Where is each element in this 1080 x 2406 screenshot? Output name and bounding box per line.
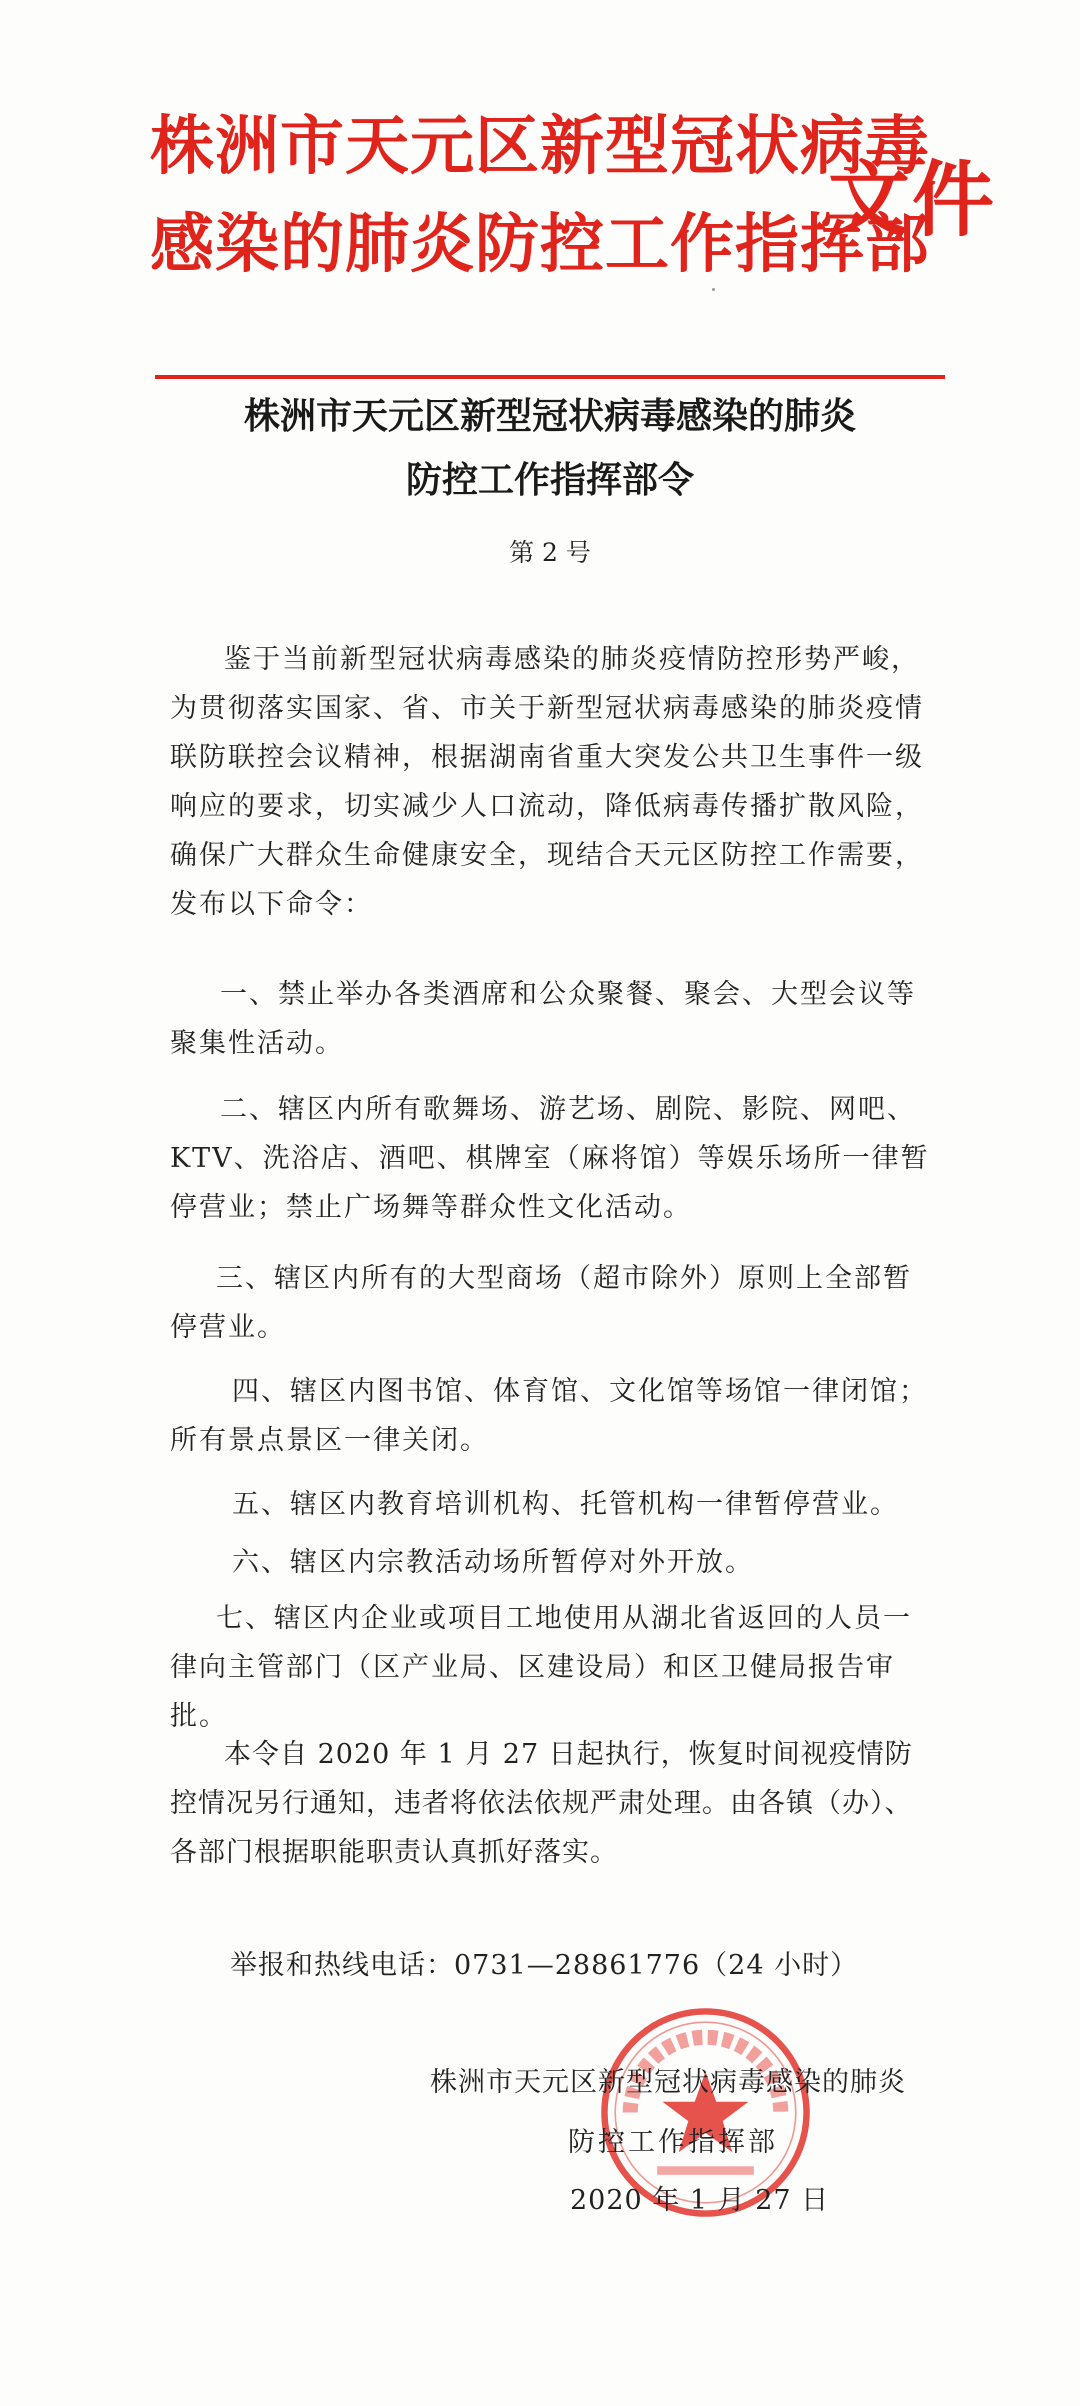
red-masthead <box>150 95 997 295</box>
order-title-line-2: 防控工作指挥部令 <box>405 459 694 501</box>
red-divider-rule <box>155 375 945 379</box>
order-item-7: 七、辖区内企业或项目工地使用从湖北省返回的人员一律向主管部门（区产业局、区建设局）和区卫健局报告审批。 <box>170 1603 912 1732</box>
order-title-line-1: 株洲市天元区新型冠状病毒感染的肺炎 <box>243 395 856 437</box>
signature-org-line-1: 株洲市天元区新型冠状病毒感染的肺炎 <box>430 2067 906 2098</box>
hotline-text: 举报和热线电话：0731—28861776（24 小时） <box>230 1950 859 1981</box>
execution-paragraph: 本令自 2020 年 1 月 27 日起执行，恢复时间视疫情防控情况另行通知，违者将依法依规严肃处理。由各镇（办）、各部门根据职能职责认真抓好落实。 <box>170 1739 913 1868</box>
order-item-1: 一、禁止举办各类酒席和公众聚餐、聚会、大型会议等聚集性活动。 <box>170 979 916 1059</box>
signature-date: 2020 年 1 月 27 日 <box>570 2185 830 2216</box>
order-item-6: 六、辖区内宗教活动场所暂停对外开放。 <box>232 1547 754 1578</box>
scan-speck <box>712 288 715 291</box>
order-item-4: 四、辖区内图书馆、体育馆、文化馆等场馆一律闭馆；所有景点景区一律关闭。 <box>170 1376 928 1456</box>
masthead-line-1: 株洲市天元区新型冠状病毒 <box>150 109 930 184</box>
signature-org-line-2: 防控工作指挥部 <box>568 2127 778 2158</box>
order-item-5: 五、辖区内教育培训机构、托管机构一律暂停营业。 <box>232 1489 899 1520</box>
intro-paragraph: 鉴于当前新型冠状病毒感染的肺炎疫情防控形势严峻，为贯彻落实国家、省、市关于新型冠状病毒感染的肺炎疫情联防联控会议精神，根据湖南省重大突发公共卫生事件一级响应的要求，切实减少人口流动，降低病毒传播扩散风险，确保广大群众生命健康安全，现结合天元区防控工作需要，发布以下命令： <box>170 644 924 920</box>
order-item-2: 二、辖区内所有歌舞场、游艺场、剧院、影院、网吧、KTV、洗浴店、酒吧、棋牌室（麻将馆）等娱乐场所一律暂停营业；禁止广场舞等群众性文化活动。 <box>170 1094 930 1223</box>
order-number: 第 2 号 <box>509 538 591 567</box>
masthead-line-2: 感染的肺炎防控工作指挥部 <box>150 207 930 282</box>
masthead-doc-type: 文件 <box>828 152 997 248</box>
order-item-3: 三、辖区内所有的大型商场（超市除外）原则上全部暂停营业。 <box>170 1263 912 1343</box>
